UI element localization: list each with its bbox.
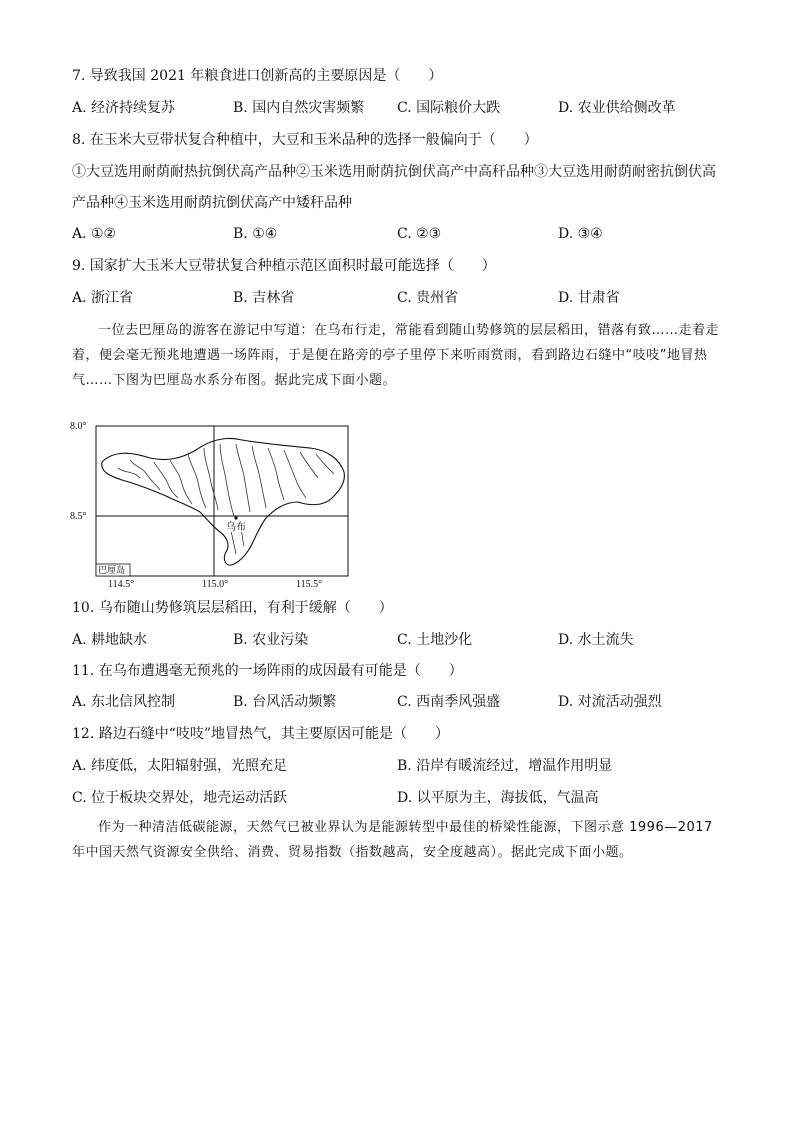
question-11-stem: 11. 在乌布遭遇毫无预兆的一场阵雨的成因最有可能是（ ）: [72, 663, 463, 679]
ubud-marker: [234, 516, 237, 519]
question-8-stem: 8. 在玉米大豆带状复合种植中，大豆和玉米品种的选择一般偏向于（ ）: [72, 132, 538, 148]
option-d: D. 农业供给侧改革: [558, 100, 676, 116]
option-d: D. 对流活动强烈: [558, 694, 662, 710]
option-a: A. 耕地缺水: [72, 632, 148, 648]
ubud-label: 乌布: [226, 522, 246, 533]
option-b: B. 台风活动频繁: [233, 694, 337, 710]
option-c: C. 西南季风强盛: [397, 694, 501, 710]
lat-label-8-5: 8.5°: [70, 511, 87, 522]
option-a: A. 经济持续复苏: [72, 100, 176, 116]
option-d: D. 甘肃省: [558, 290, 620, 306]
natural-gas-passage: 作为一种清洁低碳能源，天然气已被业界认为是能源转型中最佳的桥梁性能源，下图示意 1996—2017 年中国天然气资源安全供给、消费、贸易指数（指数越高，安全度越高）。据此完成下面小题。: [72, 820, 713, 860]
option-c: C. 位于板块交界处，地壳运动活跃: [72, 790, 288, 806]
bali-water-system-map: [70, 418, 360, 590]
bali-corner-label: 巴厘岛: [98, 565, 126, 575]
island-outline: [102, 438, 345, 565]
option-c: C. 土地沙化: [397, 632, 473, 648]
option-d: D. 水土流失: [558, 632, 634, 648]
option-b: B. 农业污染: [233, 632, 309, 648]
question-12-stem: 12. 路边石缝中“吱吱”地冒热气，其主要原因可能是（ ）: [72, 726, 450, 742]
option-b: B. 沿岸有暖流经过，增温作用明显: [397, 758, 613, 774]
option-b: B. 吉林省: [233, 290, 295, 306]
option-c: C. ②③: [397, 226, 442, 242]
lat-label-8-0: 8.0°: [70, 421, 87, 432]
option-a: A. 浙江省: [72, 290, 134, 306]
option-a: A. 纬度低，太阳辐射强，光照充足: [72, 758, 288, 774]
question-8-statement-line-1: ①大豆选用耐荫耐热抗倒伏高产品种②玉米选用耐荫抗倒伏高产中高秆品种③大豆选用耐荫耐密抗倒伏高: [72, 164, 716, 180]
question-8-statement-line-2: 产品种④玉米选用耐荫抗倒伏高产中矮秆品种: [72, 195, 352, 211]
option-c: C. 贵州省: [397, 290, 459, 306]
question-10-stem: 10. 乌布随山势修筑层层稻田，有利于缓解（ ）: [72, 600, 393, 616]
option-b: B. ①④: [233, 226, 278, 242]
question-7-stem: 7. 导致我国 2021 年粮食进口创新高的主要原因是（ ）: [72, 68, 443, 84]
option-a: A. ①②: [72, 226, 117, 242]
option-b: B. 国内自然灾害频繁: [233, 100, 365, 116]
lon-label-114-5: 114.5°: [108, 579, 135, 590]
lon-label-115-0: 115.0°: [202, 579, 229, 590]
option-d: D. ③④: [558, 226, 603, 242]
lon-label-115-5: 115.5°: [296, 579, 323, 590]
question-9-stem: 9. 国家扩大玉米大豆带状复合种植示范区面积时最可能选择（ ）: [72, 258, 496, 274]
bali-passage: 一位去巴厘岛的游客在游记中写道：在乌布行走，常能看到随山势修筑的层层稻田，错落有致……走着走着，便会毫无预兆地遭遇一场阵雨，于是便在路旁的亭子里停下来听雨赏雨，看到路边石缝中“吱吱”地冒热气……下图为巴厘岛水系分布图。据此完成下面小题。: [72, 323, 720, 388]
option-c: C. 国际粮价大跌: [397, 100, 501, 116]
option-a: A. 东北信风控制: [72, 694, 176, 710]
option-d: D. 以平原为主，海拔低，气温高: [397, 790, 599, 806]
